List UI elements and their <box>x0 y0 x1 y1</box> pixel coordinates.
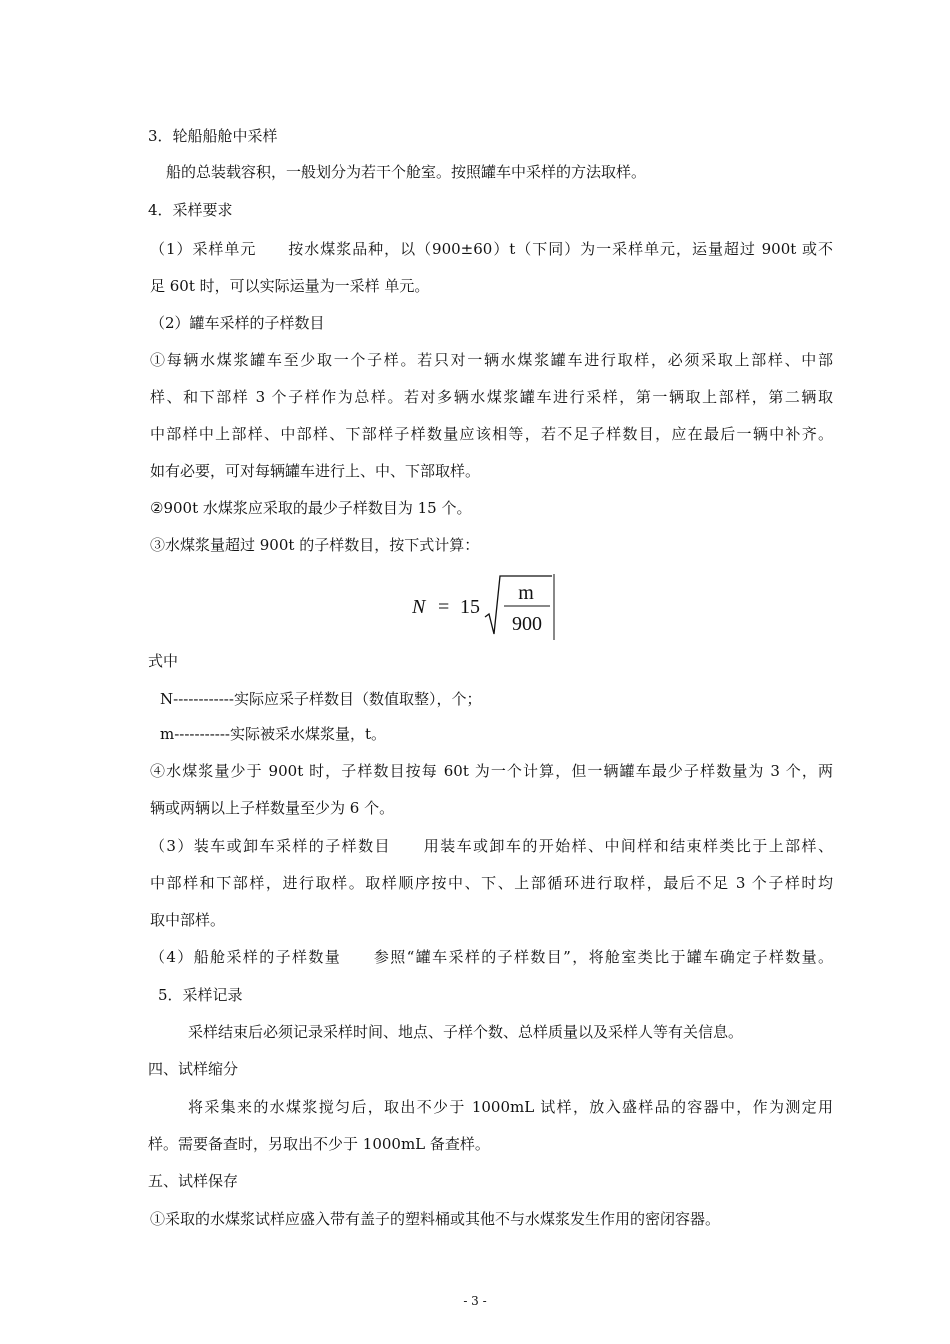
paragraph-line: （1）采样单元 按水煤浆品种，以（900±60）t（下同）为一采样单元，运量超过 900t 或不 <box>150 240 833 258</box>
formula-denominator: 900 <box>512 613 542 635</box>
formula-equals: = <box>438 596 450 618</box>
page-number: - 3 - <box>463 1294 487 1308</box>
section-heading-sampling-requirements: 4．采样要求 <box>148 201 233 219</box>
paragraph-line: 足 60t 时，可以实际运量为一采样 单元。 <box>150 277 430 295</box>
section-heading-sample-storage: 五、试样保存 <box>148 1172 239 1190</box>
paragraph: 船的总装载容积，一般划分为若干个舱室。按照罐车中采样的方法取样。 <box>166 163 647 181</box>
formula-coefficient: 15 <box>460 596 480 618</box>
paragraph-line: 采样结束后必须记录采样时间、地点、子样个数、总样质量以及采样人等有关信息。 <box>188 1023 744 1041</box>
paragraph-line: 样、和下部样 3 个子样作为总样。若对多辆水煤浆罐车进行采样，第一辆取上部样，第二辆取 <box>150 388 833 406</box>
formula-lhs: N <box>412 596 426 618</box>
paragraph-line: 样。需要备查时，另取出不少于 1000mL 备查样。 <box>148 1135 490 1153</box>
section-heading-sample-division: 四、试样缩分 <box>148 1060 239 1078</box>
paragraph-line: ④水煤浆量少于 900t 时，子样数目按每 60t 为一个计算，但一辆罐车最少子样数量为 3 个，两 <box>150 762 833 780</box>
formula-legend-m: m-----------实际被采水煤浆量，t。 <box>160 725 387 743</box>
paragraph-line: ②900t 水煤浆应采取的最少子样数目为 15 个。 <box>150 499 472 517</box>
paragraph-line: 如有必要，可对每辆罐车进行上、中、下部取样。 <box>150 462 481 480</box>
paragraph-line: 将采集来的水煤浆搅匀后，取出不少于 1000mL 试样，放入盛样品的容器中，作为测定用 <box>188 1098 833 1116</box>
formula-numerator: m <box>518 582 534 604</box>
paragraph-line: ①采取的水煤浆试样应盛入带有盖子的塑料桶或其他不与水煤浆发生作用的密闭容器。 <box>150 1210 721 1228</box>
section-heading-ship-sampling: 3．轮船船舱中采样 <box>148 127 278 145</box>
paragraph-line: 中部样和下部样，进行取样。取样顺序按中、下、上部循环进行取样，最后不足 3 个子样时均 <box>150 874 833 892</box>
paragraph-line: 中部样中上部样、中部样、下部样子样数量应该相等，若不足子样数目，应在最后一辆中补齐。 <box>150 425 833 443</box>
section-heading-sampling-records: 5．采样记录 <box>158 986 243 1004</box>
formula-legend-n: N------------实际应采子样数目（数值取整），个； <box>160 690 482 708</box>
paragraph-line: 取中部样。 <box>150 911 226 929</box>
formula-legend-heading: 式中 <box>148 652 179 670</box>
paragraph-line: （4）船舱采样的子样数量 参照“罐车采样的子样数目”，将舱室类比于罐车确定子样数量。 <box>150 948 833 966</box>
paragraph-line: ③水煤浆量超过 900t 的子样数目，按下式计算： <box>150 536 480 554</box>
increment-formula <box>412 574 562 640</box>
paragraph-line: 辆或两辆以上子样数量至少为 6 个。 <box>150 799 395 817</box>
paragraph-line: ①每辆水煤浆罐车至少取一个子样。若只对一辆水煤浆罐车进行取样，必须采取上部样、中部 <box>150 351 833 369</box>
subheading-tanker-increments: （2）罐车采样的子样数目 <box>150 314 325 332</box>
paragraph-line: （3）装车或卸车采样的子样数目 用装车或卸车的开始样、中间样和结束样类比于上部样、 <box>150 837 833 855</box>
